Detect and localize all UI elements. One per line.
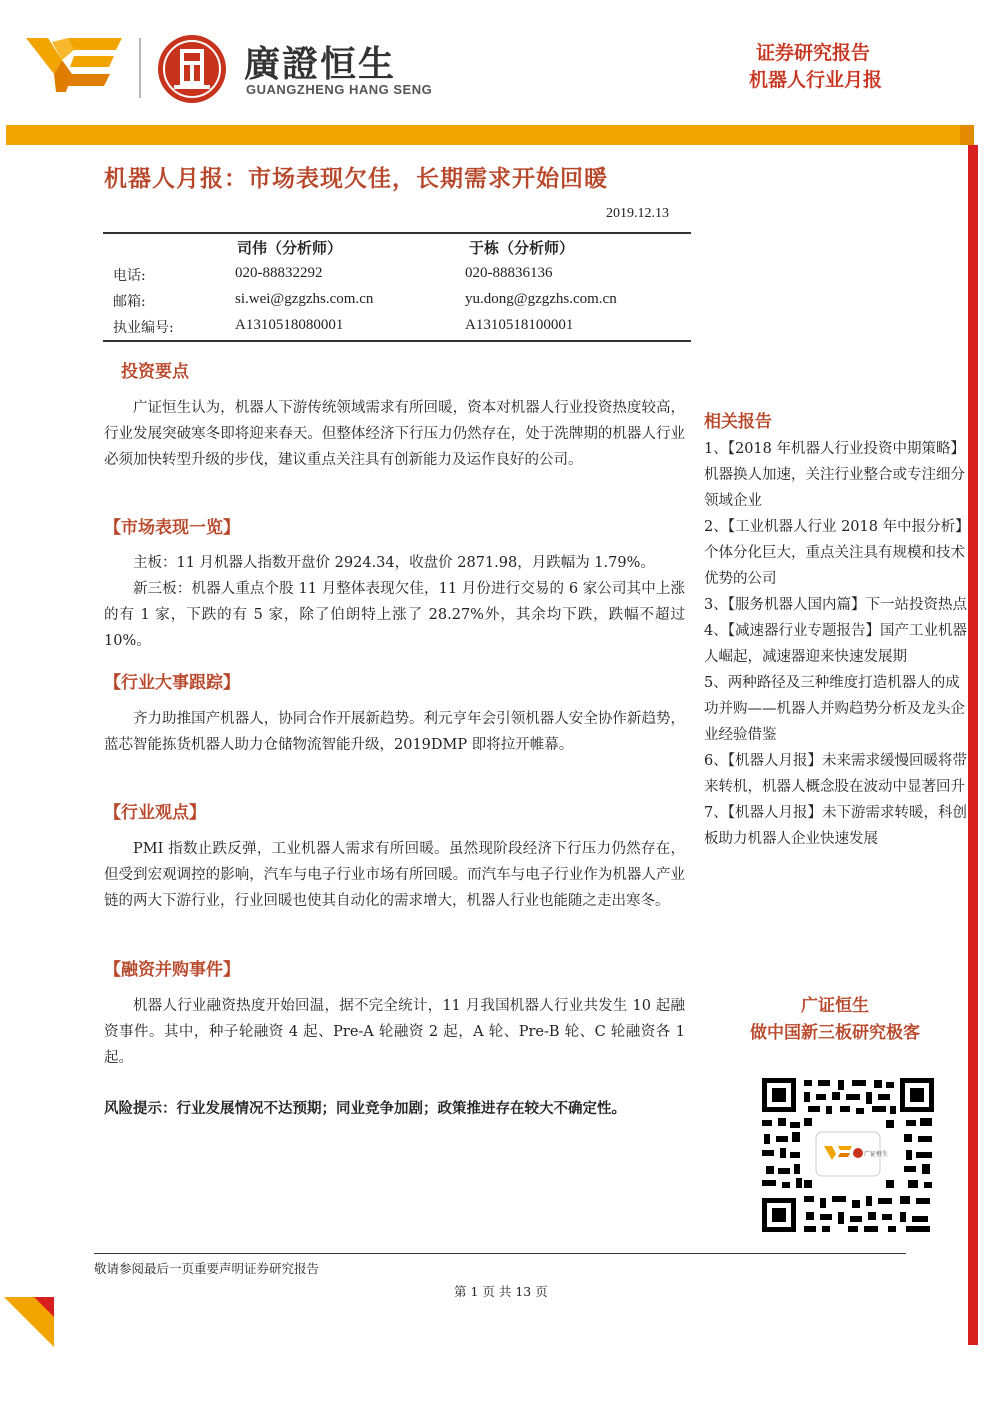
table-bottom-rule bbox=[103, 340, 691, 342]
section-heading-market: 【市场表现一览】 bbox=[104, 518, 240, 538]
analyst2-name: 于栋（分析师） bbox=[469, 239, 575, 257]
row-label-phone: 电话: bbox=[113, 268, 146, 284]
related-report-item[interactable]: 5、两种路径及三种维度打造机器人的成功并购——机器人并购趋势分析及龙头企业经验借鉴 bbox=[704, 675, 965, 743]
report-series: 机器人行业月报 bbox=[748, 69, 882, 91]
report-type: 证券研究报告 bbox=[755, 42, 870, 64]
report-date: 2019.12.13 bbox=[606, 206, 669, 221]
related-report-item[interactable]: 3、【服务机器人国内篇】下一站投资热点 bbox=[704, 597, 967, 613]
header bbox=[0, 0, 992, 150]
section-heading-views: 【行业观点】 bbox=[104, 803, 206, 823]
related-report-item[interactable]: 2、【工业机器人行业 2018 年中报分析】个体分化巨大，重点关注具有规模和技术优势的公司 bbox=[704, 519, 970, 587]
analyst1-license: A1310518080001 bbox=[235, 317, 344, 333]
row-label-email: 邮箱: bbox=[113, 294, 146, 310]
brand-name-en: GUANGZHENG HANG SENG bbox=[246, 82, 433, 97]
analyst2-license: A1310518100001 bbox=[465, 317, 574, 333]
qr-center-label: 广证恒生 bbox=[864, 1151, 889, 1158]
promo-brand: 广证恒生 bbox=[801, 996, 869, 1016]
page-title: 机器人月报：市场表现欠佳，长期需求开始回暖 bbox=[104, 165, 608, 192]
section-text-financing: 机器人行业融资热度开始回温，据不完全统计，11 月我国机器人行业共发生 10 起融资事件。其中，种子轮融资 4 起、Pre-A 轮融资 2 起，A 轮、Pre-B 轮、C 轮融资各 1 起。 bbox=[104, 998, 685, 1066]
corner-decoration bbox=[4, 1297, 54, 1349]
ye-logo-icon bbox=[22, 34, 127, 96]
table-top-rule bbox=[103, 232, 691, 234]
brand-name-cn: 廣證恒生 bbox=[244, 44, 397, 85]
analyst2-phone: 020-88836136 bbox=[465, 265, 553, 281]
header-band bbox=[6, 125, 968, 145]
related-report-item[interactable]: 7、【机器人月报】未下游需求转暖，科创板助力机器人企业快速发展 bbox=[704, 805, 967, 847]
risk-warning: 风险提示：行业发展情况不达预期；同业竞争加剧；政策推进存在较大不确定性。 bbox=[104, 1101, 626, 1117]
related-reports-heading: 相关报告 bbox=[704, 412, 772, 432]
page-number: 第 1 页 共 13 页 bbox=[454, 1284, 548, 1299]
related-report-item[interactable]: 6、【机器人月报】未来需求缓慢回暖将带来转机，机器人概念股在波动中显著回升 bbox=[704, 753, 967, 795]
section-text-market-neeq: 新三板：机器人重点个股 11 月整体表现欠佳，11 月份进行交易的 6 家公司其中上涨的有 1 家，下跌的有 5 家，除了伯朗特上涨了 28.27%外，其余均下跌，跌幅不超过 10%。 bbox=[104, 581, 685, 649]
section-text-key-points: 广证恒生认为，机器人下游传统领域需求有所回暖，资本对机器人行业投资热度较高，行业发展突破寒冬即将迎来春天。但整体经济下行压力仍然存在，处于洗牌期的机器人行业必须加快转型升级的步伐，建议重点关注具有创新能力及运作良好的公司。 bbox=[104, 400, 685, 468]
section-text-events: 齐力助推国产机器人，协同合作开展新趋势。利元亨年会引领机器人安全协作新趋势，蓝芯智能拣货机器人助力仓储物流智能升级，2019DMP 即将拉开帷幕。 bbox=[104, 711, 685, 753]
section-heading-events: 【行业大事跟踪】 bbox=[104, 673, 240, 693]
logo-divider bbox=[139, 38, 141, 98]
related-reports-list bbox=[704, 436, 970, 852]
section-heading-key-points: 投资要点 bbox=[121, 362, 189, 382]
related-report-item[interactable]: 4、【减速器行业专题报告】国产工业机器人崛起，减速器迎来快速发展期 bbox=[704, 623, 967, 665]
analyst2-email[interactable]: yu.dong@gzgzhs.com.cn bbox=[465, 291, 617, 307]
qr-code[interactable] bbox=[760, 1076, 936, 1234]
analyst1-email[interactable]: si.wei@gzgzhs.com.cn bbox=[235, 291, 374, 307]
footer-rule bbox=[94, 1253, 906, 1254]
promo-slogan: 做中国新三板研究极客 bbox=[750, 1023, 920, 1043]
row-label-license: 执业编号: bbox=[113, 320, 174, 336]
analyst-table bbox=[103, 232, 691, 342]
section-text-market-main: 主板：11 月机器人指数开盘价 2924.34，收盘价 2871.98，月跌幅为 1.79%。 bbox=[133, 555, 655, 571]
seal-logo-icon bbox=[156, 33, 228, 105]
header-band-edge bbox=[960, 125, 974, 145]
section-text-views: PMI 指数止跌反弹，工业机器人需求有所回暖。虽然现阶段经济下行压力仍然存在，但受到宏观调控的影响，汽车与电子行业市场有所回暖。而汽车与电子行业作为机器人产业链的两大下游行业，行业回暖也使其自动化的需求增大，机器人行业也能随之走出寒冬。 bbox=[104, 841, 685, 909]
qr-code-icon bbox=[760, 1076, 936, 1234]
section-heading-financing: 【融资并购事件】 bbox=[104, 960, 240, 980]
footer-disclaimer: 敬请参阅最后一页重要声明证券研究报告 bbox=[94, 1261, 320, 1276]
analyst1-phone: 020-88832292 bbox=[235, 265, 323, 281]
related-report-item[interactable]: 1、【2018 年机器人行业投资中期策略】机器换人加速，关注行业整合或专注细分领域企业 bbox=[704, 441, 965, 509]
analyst1-name: 司伟（分析师） bbox=[237, 239, 343, 257]
